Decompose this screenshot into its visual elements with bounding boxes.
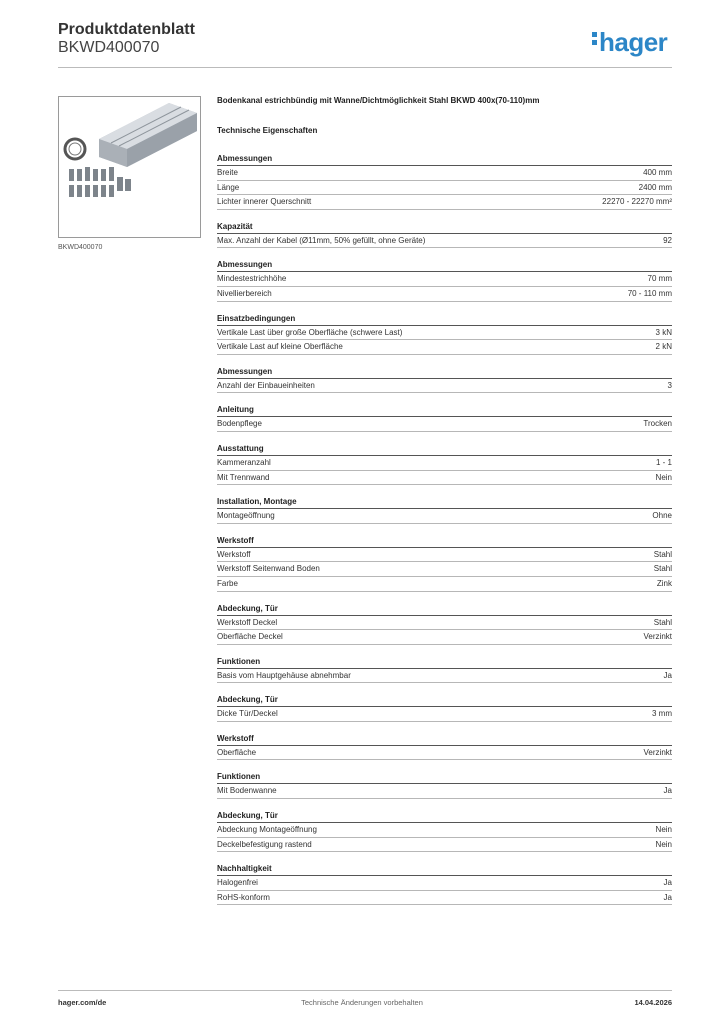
spec-row: [217, 326, 672, 341]
spec-section: [217, 442, 672, 485]
spec-label: Werkstoff Deckel: [217, 617, 278, 627]
section-heading: Abdeckung, Tür: [217, 693, 672, 707]
section-heading: Funktionen: [217, 655, 672, 669]
footer-divider: [58, 990, 672, 991]
section-heading: Kapazität: [217, 220, 672, 234]
spec-label: Kammeranzahl: [217, 457, 271, 467]
spec-value: Nein: [655, 839, 672, 849]
spec-value: Nein: [655, 472, 672, 482]
spec-value: 22270 - 22270 mm²: [602, 197, 672, 207]
logo-dots-icon: [592, 29, 597, 48]
spec-row: [217, 784, 672, 799]
product-number: BKWD400070: [58, 39, 160, 56]
spec-row: [217, 548, 672, 563]
spec-row: [217, 823, 672, 838]
spec-row: [217, 166, 672, 181]
spec-label: Abdeckung Montageöffnung: [217, 825, 317, 835]
section-heading: Abmessungen: [217, 152, 672, 166]
section-heading: Installation, Montage: [217, 495, 672, 509]
spec-value: Stahl: [653, 617, 672, 627]
section-heading: Abdeckung, Tür: [217, 809, 672, 823]
spec-label: Anzahl der Einbaueinheiten: [217, 380, 315, 390]
spec-row: [217, 340, 672, 355]
spec-label: Vertikale Last über große Oberfläche (schwere Last): [217, 327, 403, 337]
footer-date: 14.04.2026: [634, 998, 672, 1007]
spec-label: Bodenpflege: [217, 419, 262, 429]
spec-row: [217, 509, 672, 524]
spec-label: Mit Trennwand: [217, 472, 270, 482]
section-heading: Funktionen: [217, 770, 672, 784]
spec-value: 92: [663, 235, 672, 245]
spec-row: [217, 181, 672, 196]
spec-value: 3: [667, 380, 672, 390]
spec-label: Halogenfrei: [217, 878, 258, 888]
spec-section: [217, 403, 672, 432]
spec-label: Mit Bodenwanne: [217, 786, 277, 796]
spec-section: [217, 862, 672, 905]
spec-label: Nivellierbereich: [217, 288, 272, 298]
spec-value: 3 kN: [655, 327, 672, 337]
section-heading: Abmessungen: [217, 258, 672, 272]
spec-label: Basis vom Hauptgehäuse abnehmbar: [217, 670, 351, 680]
spec-section: [217, 365, 672, 394]
spec-label: Montageöffnung: [217, 511, 275, 521]
spec-value: Ja: [663, 786, 672, 796]
spec-value: 70 mm: [647, 274, 672, 284]
spec-value: Stahl: [653, 564, 672, 574]
spec-section: [217, 809, 672, 852]
section-heading: Nachhaltigkeit: [217, 862, 672, 876]
spec-row: [217, 891, 672, 906]
product-title: Bodenkanal estrichbündig mit Wanne/Dichtmöglichkeit Stahl BKWD 400x(70-110)mm: [217, 96, 540, 105]
spec-row: [217, 379, 672, 394]
spec-value: Ohne: [652, 511, 672, 521]
spec-value: Trocken: [643, 419, 672, 429]
spec-label: Farbe: [217, 578, 238, 588]
spec-row: [217, 471, 672, 486]
spec-section: [217, 693, 672, 722]
spec-value: 2400 mm: [638, 182, 672, 192]
spec-label: Deckelbefestigung rastend: [217, 839, 312, 849]
spec-label: Breite: [217, 168, 238, 177]
spec-value: Zink: [656, 578, 672, 588]
spec-label: Vertikale Last auf kleine Oberfläche: [217, 342, 343, 352]
spec-row: [217, 195, 672, 210]
spec-label: Mindestestrichhöhe: [217, 274, 287, 284]
spec-row: [217, 577, 672, 592]
spec-label: Oberfläche Deckel: [217, 632, 283, 642]
spec-value: Nein: [655, 825, 672, 835]
spec-value: Ja: [663, 878, 672, 888]
spec-section: [217, 732, 672, 761]
spec-value: 70 - 110 mm: [627, 288, 672, 298]
spec-label: Länge: [217, 182, 240, 192]
spec-label: Lichter innerer Querschnitt: [217, 197, 312, 207]
header-divider: [58, 67, 672, 68]
image-caption: BKWD400070: [58, 244, 103, 251]
footer-disclaimer: Technische Änderungen vorbehalten: [301, 998, 423, 1007]
spec-value: Ja: [663, 670, 672, 680]
spec-row: [217, 456, 672, 471]
spec-label: Dicke Tür/Deckel: [217, 709, 278, 719]
spec-section: [217, 602, 672, 645]
logo-text: hager: [599, 27, 668, 57]
spec-section: [217, 655, 672, 684]
section-heading: Anleitung: [217, 403, 672, 417]
spec-value: 400 mm: [643, 168, 672, 177]
section-heading: Abdeckung, Tür: [217, 602, 672, 616]
spec-label: Werkstoff: [217, 549, 251, 559]
hager-logo[interactable]: [592, 27, 667, 58]
spec-sections: [217, 152, 672, 905]
spec-row: [217, 707, 672, 722]
section-heading: Einsatzbedingungen: [217, 312, 672, 326]
spec-section: [217, 258, 672, 301]
spec-row: [217, 616, 672, 631]
section-heading: Ausstattung: [217, 442, 672, 456]
spec-value: Verzinkt: [643, 632, 672, 642]
spec-row: [217, 669, 672, 684]
spec-section: [217, 220, 672, 249]
spec-row: [217, 838, 672, 853]
spec-value: 2 kN: [655, 342, 672, 352]
section-heading: Abmessungen: [217, 365, 672, 379]
spec-value: 3 mm: [652, 709, 672, 719]
spec-row: [217, 746, 672, 761]
spec-row: [217, 417, 672, 432]
spec-label: Werkstoff Seitenwand Boden: [217, 564, 320, 574]
spec-value: Stahl: [653, 549, 672, 559]
spec-section: [217, 312, 672, 355]
page-title: Produktdatenblatt: [58, 21, 195, 38]
section-heading: Werkstoff: [217, 732, 672, 746]
footer-website-link[interactable]: hager.com/de: [58, 998, 107, 1007]
spec-section: [217, 770, 672, 799]
spec-section: [217, 152, 672, 210]
spec-row: [217, 287, 672, 302]
floor-duct-illustration-icon: [59, 97, 200, 237]
spec-row: [217, 272, 672, 287]
spec-value: Ja: [663, 892, 672, 902]
product-image: [58, 96, 201, 238]
spec-label: Max. Anzahl der Kabel (Ø11mm, 50% gefüllt, ohne Geräte): [217, 235, 426, 245]
tech-properties-heading: Technische Eigenschaften: [217, 126, 318, 135]
spec-row: [217, 234, 672, 249]
section-heading: Werkstoff: [217, 534, 672, 548]
spec-label: Oberfläche: [217, 747, 257, 757]
spec-row: [217, 630, 672, 645]
spec-section: [217, 534, 672, 592]
spec-content: [217, 96, 672, 915]
spec-row: [217, 562, 672, 577]
spec-row: [217, 876, 672, 891]
spec-label: RoHS-konform: [217, 892, 270, 902]
spec-value: 1 - 1: [655, 457, 672, 467]
spec-section: [217, 495, 672, 524]
spec-value: Verzinkt: [643, 747, 672, 757]
